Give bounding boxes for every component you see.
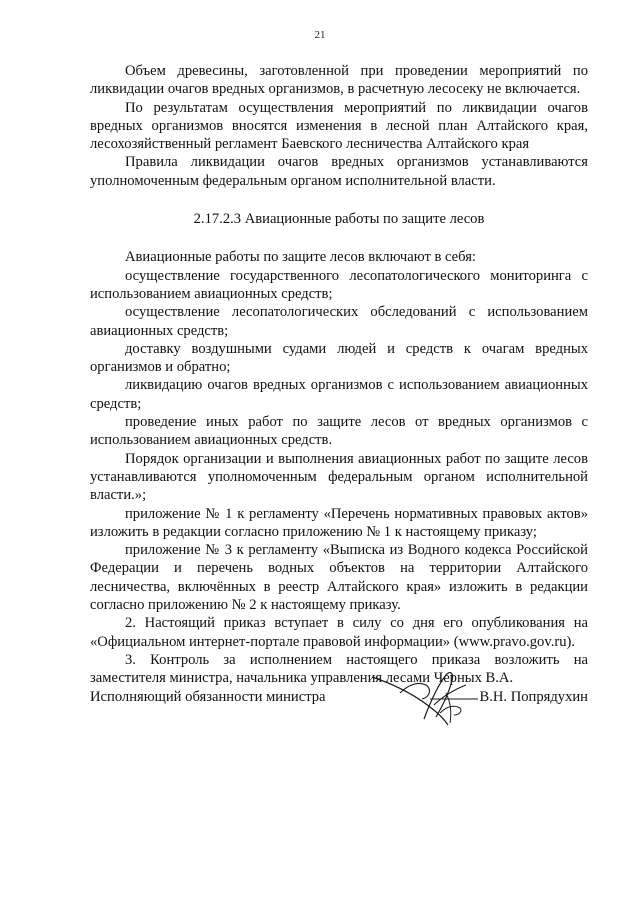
list-item: ликвидацию очагов вредных организмов с использованием авиационных средств; xyxy=(90,377,588,412)
paragraph: Авиационные работы по защите лесов включают в себя: xyxy=(125,249,476,266)
signer-title: Исполняющий обязанности министра xyxy=(90,689,326,705)
signature-block xyxy=(90,655,588,745)
paragraph: Правила ликвидации очагов вредных организмов устанавливаются уполномоченным федеральным органом исполнительной власти. xyxy=(90,154,588,189)
paragraph: Объем древесины, заготовленной при проведении мероприятий по ликвидации очагов вредных организмов, в расчетную лесосеку не включается. xyxy=(90,63,588,98)
list-item: осуществление государственного лесопатологического мониторинга с использованием авиационных средств; xyxy=(90,267,588,302)
list-item: проведение иных работ по защите лесов от вредных организмов с использованием авиационных средств. xyxy=(90,414,588,449)
handwritten-signature xyxy=(360,655,490,735)
section-heading: 2.17.2.3 Авиационные работы по защите лесов xyxy=(193,211,485,228)
signer-name: В.Н. Попрядухин xyxy=(479,689,588,705)
paragraph: Порядок организации и выполнения авиационных работ по защите лесов устанавливаются уполномоченным федеральным органом исполнительной власти.»; xyxy=(90,450,588,504)
paragraph: 2. Настоящий приказ вступает в силу со дня его опубликования на «Официальном интернет-портале правовой информации» (www.pravo.gov.ru). xyxy=(90,615,588,650)
list-item: осуществление лесопатологических обследований с использованием авиационных средств; xyxy=(90,304,588,339)
paragraph: приложение № 3 к регламенту «Выписка из Водного кодекса Российской Федерации и перечень водных объектов на территории Алтайского лесничества, включённых в реестр Алтайского края» изложить в редакции согласно приложению № 2 к настоящему приказу. xyxy=(90,542,588,614)
page-number: 21 xyxy=(314,29,326,41)
paragraph: приложение № 1 к регламенту «Перечень нормативных правовых актов» изложить в редакции согласно приложению № 1 к настоящему приказу; xyxy=(90,505,588,540)
document-body xyxy=(90,62,588,688)
list-item: доставку воздушными судами людей и средств к очагам вредных организмов и обратно; xyxy=(90,340,588,376)
paragraph: 3. Контроль за исполнением настоящего приказа возложить на заместителя министра, начальника управления лесами Черных В.А. xyxy=(90,651,588,687)
paragraph: По результатам осуществления мероприятий по ликвидации очагов вредных организмов вносятся изменения в лесной план Алтайского края, лесохозяйственный регламент Баевского лесничества Алтайского края xyxy=(90,99,588,153)
